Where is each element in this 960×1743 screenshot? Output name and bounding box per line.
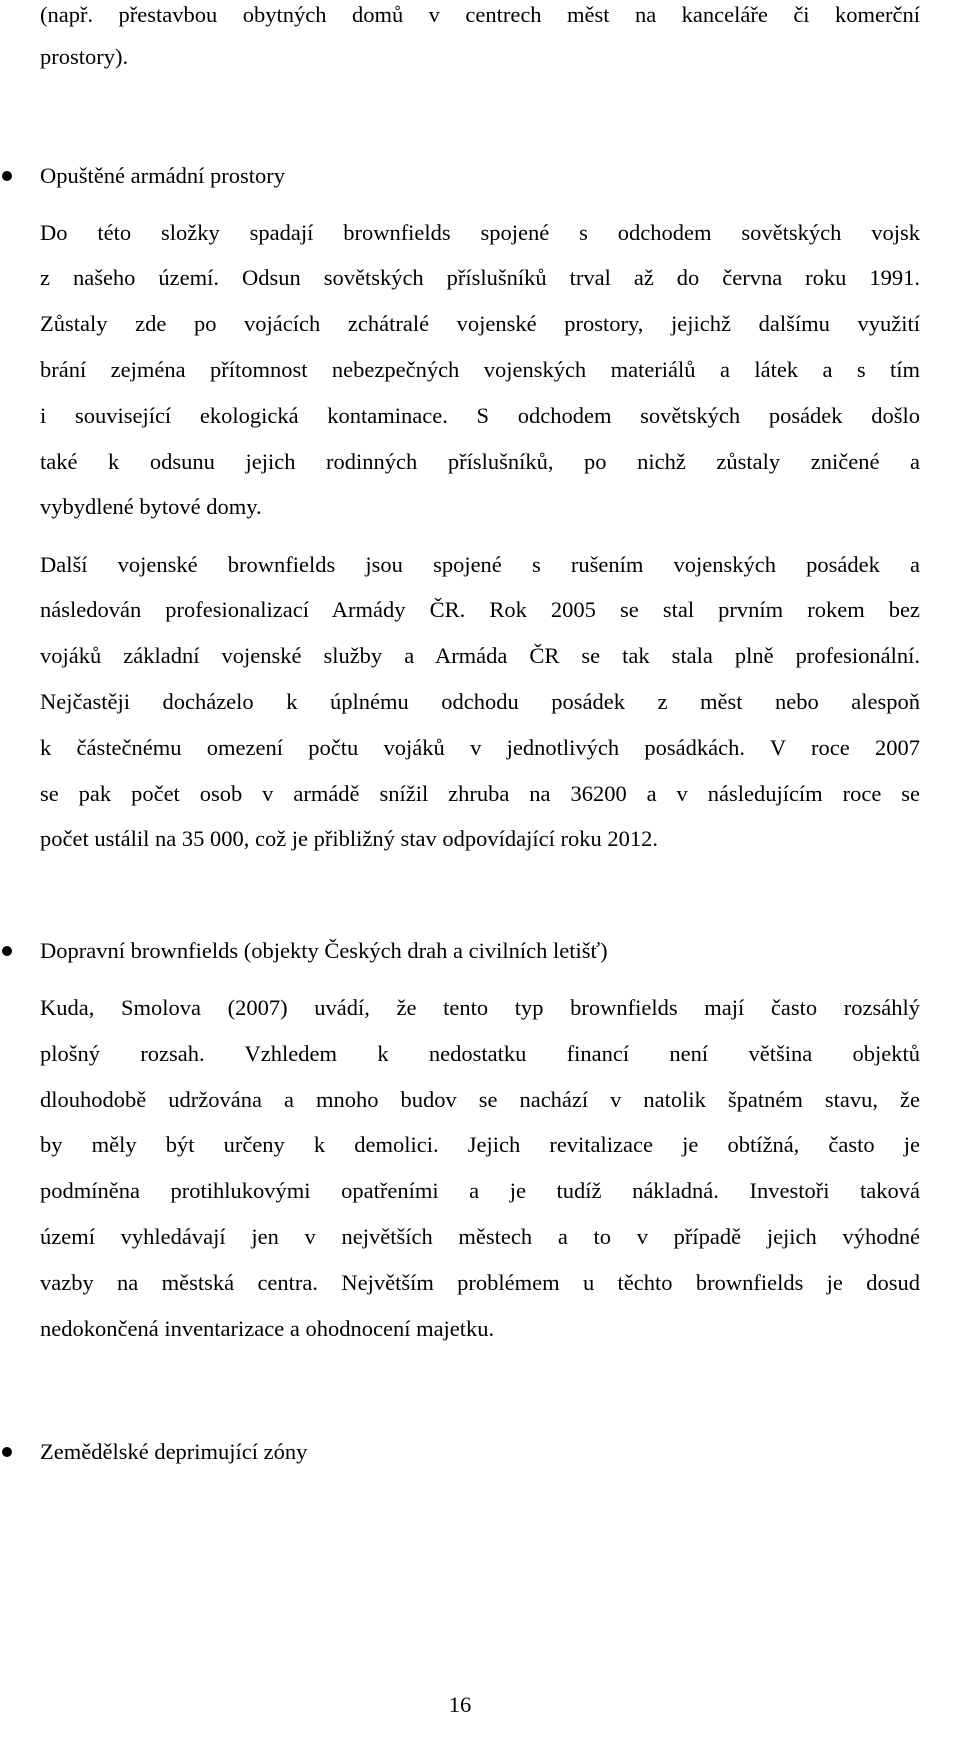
text-line: vybydlené bytové domy.	[40, 494, 262, 519]
bullet-icon	[2, 946, 12, 956]
text-line: by měly být určeny k demolici. Jejich revitalizace je obtížná, často je	[40, 1132, 920, 1157]
text-line: Další vojenské brownfields jsou spojené s rušením vojenských posádek a	[40, 552, 920, 577]
text-line: následován profesionalizací Armády ČR. Rok 2005 se stal prvním rokem bez	[40, 597, 920, 622]
text-line: počet ustálil na 35 000, což je přibližný stav odpovídající roku 2012.	[40, 826, 658, 851]
text-line: se pak počet osob v armádě snížil zhruba na 36200 a v následujícím roce se	[40, 781, 920, 806]
page-number: 16	[448, 1692, 472, 1717]
text-line: z našeho území. Odsun sovětských příslušníků trval až do června roku 1991.	[40, 265, 920, 290]
text-line: vazby na městská centra. Největším problémem u těchto brownfields je dosud	[40, 1270, 920, 1295]
bullet-icon	[2, 171, 12, 181]
text-line: k částečnému omezení počtu vojáků v jednotlivých posádkách. V roce 2007	[40, 735, 920, 760]
text-line: plošný rozsah. Vzhledem k nedostatku financí není většina objektů	[40, 1041, 920, 1066]
text-line: prostory).	[40, 44, 129, 69]
section-heading: Opuštěné armádní prostory	[40, 163, 285, 188]
text-line: nedokončená inventarizace a ohodnocení majetku.	[40, 1316, 495, 1341]
bullet-icon	[2, 1447, 12, 1457]
text-line: podmíněna protihlukovými opatřeními a je tudíž nákladná. Investoři taková	[40, 1178, 920, 1203]
section-heading: Zemědělské deprimující zóny	[40, 1439, 308, 1464]
text-line: Zůstaly zde po vojácích zchátralé vojenské prostory, jejichž dalšímu využití	[40, 311, 920, 336]
text-line: území vyhledávají jen v největších městech a to v případě jejich výhodné	[40, 1224, 920, 1249]
text-line: vojáků základní vojenské služby a Armáda ČR se tak stala plně profesionální.	[40, 643, 920, 668]
section-heading: Dopravní brownfields (objekty Českých drah a civilních letišť)	[40, 938, 608, 963]
text-line: dlouhodobě udržována a mnoho budov se nachází v natolik špatném stavu, že	[40, 1087, 920, 1112]
text-line: Do této složky spadají brownfields spojené s odchodem sovětských vojsk	[40, 220, 920, 245]
text-line: Kuda, Smolova (2007) uvádí, že tento typ brownfields mají často rozsáhlý	[40, 995, 920, 1020]
text-line: také k odsunu jejich rodinných příslušníků, po nichž zůstaly zničené a	[40, 449, 920, 474]
text-line: Nejčastěji docházelo k úplnému odchodu posádek z měst nebo alespoň	[40, 689, 920, 714]
text-line: (např. přestavbou obytných domů v centrech měst na kanceláře či komerční	[40, 2, 920, 27]
text-line: i související ekologická kontaminace. S odchodem sovětských posádek došlo	[40, 403, 920, 428]
text-line: brání zejména přítomnost nebezpečných vojenských materiálů a látek a s tím	[40, 357, 920, 382]
